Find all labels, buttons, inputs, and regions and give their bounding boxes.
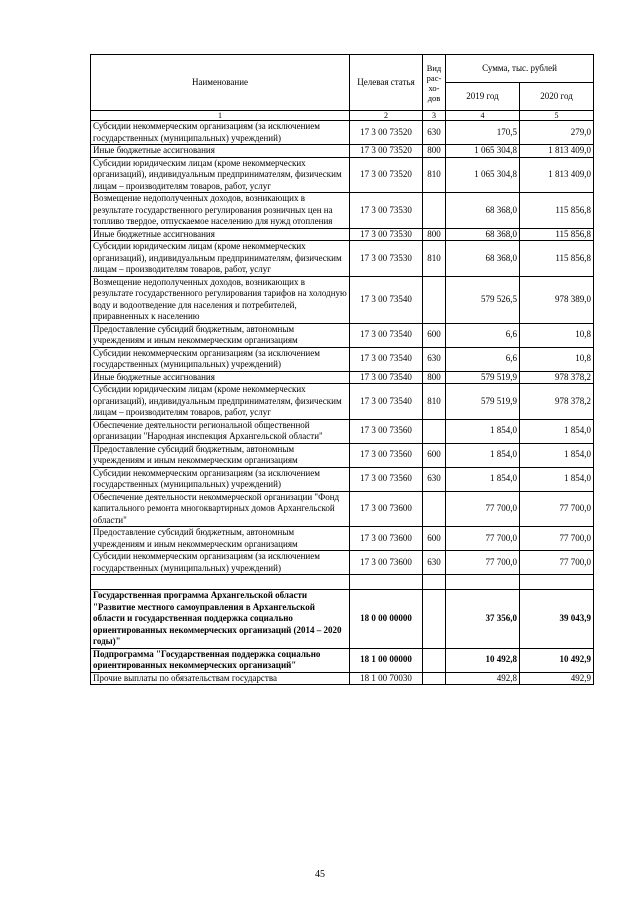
row-expense-type: 600 <box>423 323 446 347</box>
row-name: Иные бюджетные ассигнования <box>91 371 350 384</box>
row-sum-2019: 68 368,0 <box>446 193 520 229</box>
row-sum-2020: 978 378,2 <box>520 384 594 420</box>
table-row <box>91 590 594 649</box>
row-sum-2019: 77 700,0 <box>446 491 520 527</box>
row-sum-2020: 978 389,0 <box>520 276 594 323</box>
row-expense-type: 630 <box>423 121 446 145</box>
row-sum-2020: 1 854,0 <box>520 467 594 491</box>
row-name: Субсидии юридическим лицам (кроме некоммерческих организаций), индивидуальным предпринимателям, физическим лицам – производителям товаров, работ, услуг <box>91 241 350 277</box>
row-sum-2019: 77 700,0 <box>446 527 520 551</box>
row-sum-2019: 1 854,0 <box>446 467 520 491</box>
row-expense-type <box>423 590 446 649</box>
row-sum-2020: 10 492,9 <box>520 648 594 672</box>
header-expense-type: Вид рас-хо-дов <box>423 55 446 111</box>
row-target-article: 17 3 00 73530 <box>350 193 423 229</box>
row-sum-2020: 39 043,9 <box>520 590 594 649</box>
table-row <box>91 419 594 443</box>
table-row <box>91 145 594 158</box>
spacer-cell <box>446 575 520 590</box>
table-header <box>91 55 594 121</box>
row-sum-2020: 279,0 <box>520 121 594 145</box>
row-name: Субсидии некоммерческим организациям (за исключением государственных (муниципальных) учреждений) <box>91 121 350 145</box>
page-number: 45 <box>315 869 325 880</box>
spacer-row <box>91 575 594 590</box>
table-row <box>91 527 594 551</box>
budget-table <box>90 54 594 685</box>
row-sum-2019: 68 368,0 <box>446 228 520 241</box>
row-name: Предоставление субсидий бюджетным, автономным учреждениям и иным некоммерческим организациям <box>91 527 350 551</box>
row-expense-type: 810 <box>423 241 446 277</box>
table-row <box>91 241 594 277</box>
row-expense-type: 800 <box>423 371 446 384</box>
row-sum-2019: 77 700,0 <box>446 551 520 575</box>
row-name: Субсидии некоммерческим организациям (за исключением государственных (муниципальных) учреждений) <box>91 551 350 575</box>
row-name: Прочие выплаты по обязательствам государства <box>91 672 350 685</box>
row-sum-2020: 1 813 409,0 <box>520 157 594 193</box>
row-sum-2019: 170,5 <box>446 121 520 145</box>
row-name: Возмещение недополученных доходов, возникающих в результате государственного регулирования тарифов на холодную воду и водоотведение для населения и потребителей, приравненных к населению <box>91 276 350 323</box>
table-row <box>91 193 594 229</box>
row-target-article: 17 3 00 73520 <box>350 145 423 158</box>
row-name: Субсидии некоммерческим организациям (за исключением государственных (муниципальных) учреждений) <box>91 467 350 491</box>
col-number-5: 5 <box>520 111 594 121</box>
spacer-cell <box>350 575 423 590</box>
table-row <box>91 347 594 371</box>
row-sum-2020: 978 378,2 <box>520 371 594 384</box>
row-sum-2020: 115 856,8 <box>520 228 594 241</box>
header-year-2019: 2019 год <box>446 83 520 111</box>
row-expense-type: 600 <box>423 443 446 467</box>
row-name: Субсидии юридическим лицам (кроме некоммерческих организаций), индивидуальным предпринимателям, физическим лицам – производителям товаров, работ, услуг <box>91 157 350 193</box>
table-row <box>91 121 594 145</box>
row-target-article: 17 3 00 73520 <box>350 157 423 193</box>
row-sum-2019: 6,6 <box>446 323 520 347</box>
row-target-article: 18 0 00 00000 <box>350 590 423 649</box>
row-expense-type <box>423 276 446 323</box>
row-name: Возмещение недополученных доходов, возникающих в результате государственного регулирования розничных цен на топливо твердое, отпускаемое населению для нужд отопления <box>91 193 350 229</box>
row-sum-2020: 77 700,0 <box>520 551 594 575</box>
row-name: Обеспечение деятельности некоммерческой организации "Фонд капитального ремонта многоквартирных домов Архангельской области" <box>91 491 350 527</box>
row-expense-type: 800 <box>423 228 446 241</box>
row-target-article: 18 1 00 00000 <box>350 648 423 672</box>
table-row <box>91 491 594 527</box>
row-sum-2020: 77 700,0 <box>520 491 594 527</box>
row-name: Государственная программа Архангельской области "Развитие местного самоуправления в Архангельской области и государственная поддержка социально ориентированных некоммерческих организаций (2014 – 2020 годы)" <box>91 590 350 649</box>
row-expense-type: 630 <box>423 467 446 491</box>
row-sum-2019: 1 854,0 <box>446 443 520 467</box>
spacer-cell <box>520 575 594 590</box>
header-target-article: Целевая статья <box>350 55 423 111</box>
row-sum-2019: 579 519,9 <box>446 384 520 420</box>
table-row <box>91 384 594 420</box>
col-number-2: 2 <box>350 111 423 121</box>
row-target-article: 17 3 00 73600 <box>350 491 423 527</box>
col-number-1: 1 <box>91 111 350 121</box>
col-number-3: 3 <box>423 111 446 121</box>
row-target-article: 17 3 00 73540 <box>350 384 423 420</box>
row-name: Предоставление субсидий бюджетным, автономным учреждениям и иным некоммерческим организациям <box>91 323 350 347</box>
row-sum-2020: 10,8 <box>520 323 594 347</box>
row-expense-type <box>423 419 446 443</box>
row-sum-2019: 6,6 <box>446 347 520 371</box>
row-name: Предоставление субсидий бюджетным, автономным учреждениям и иным некоммерческим организациям <box>91 443 350 467</box>
row-sum-2020: 115 856,8 <box>520 241 594 277</box>
col-number-4: 4 <box>446 111 520 121</box>
row-name: Иные бюджетные ассигнования <box>91 145 350 158</box>
row-target-article: 17 3 00 73600 <box>350 551 423 575</box>
row-target-article: 17 3 00 73560 <box>350 467 423 491</box>
row-target-article: 17 3 00 73540 <box>350 323 423 347</box>
row-name: Подпрограмма "Государственная поддержка социально ориентированных некоммерческих организаций" <box>91 648 350 672</box>
row-name: Иные бюджетные ассигнования <box>91 228 350 241</box>
row-sum-2019: 492,8 <box>446 672 520 685</box>
row-expense-type: 810 <box>423 157 446 193</box>
row-target-article: 17 3 00 73540 <box>350 347 423 371</box>
table-row <box>91 443 594 467</box>
table-row <box>91 276 594 323</box>
row-sum-2020: 492,9 <box>520 672 594 685</box>
row-sum-2019: 1 065 304,8 <box>446 145 520 158</box>
table-row <box>91 672 594 685</box>
row-target-article: 17 3 00 73530 <box>350 241 423 277</box>
row-sum-2020: 77 700,0 <box>520 527 594 551</box>
header-year-2020: 2020 год <box>520 83 594 111</box>
row-sum-2020: 1 854,0 <box>520 419 594 443</box>
table-row <box>91 648 594 672</box>
row-sum-2019: 579 526,5 <box>446 276 520 323</box>
row-expense-type: 800 <box>423 145 446 158</box>
row-name: Обеспечение деятельности региональной общественной организации "Народная инспекция Архангельской области" <box>91 419 350 443</box>
row-sum-2019: 1 065 304,8 <box>446 157 520 193</box>
row-target-article: 17 3 00 73520 <box>350 121 423 145</box>
header-sum: Сумма, тыс. рублей <box>446 55 594 83</box>
table-row <box>91 228 594 241</box>
row-expense-type <box>423 491 446 527</box>
row-target-article: 17 3 00 73540 <box>350 371 423 384</box>
row-sum-2019: 10 492,8 <box>446 648 520 672</box>
table-row <box>91 323 594 347</box>
row-target-article: 17 3 00 73600 <box>350 527 423 551</box>
row-name: Субсидии некоммерческим организациям (за исключением государственных (муниципальных) учреждений) <box>91 347 350 371</box>
row-target-article: 17 3 00 73530 <box>350 228 423 241</box>
row-sum-2019: 579 519,9 <box>446 371 520 384</box>
row-expense-type: 600 <box>423 527 446 551</box>
row-expense-type: 810 <box>423 384 446 420</box>
row-target-article: 17 3 00 73560 <box>350 443 423 467</box>
row-name: Субсидии юридическим лицам (кроме некоммерческих организаций), индивидуальным предпринимателям, физическим лицам – производителям товаров, работ, услуг <box>91 384 350 420</box>
row-sum-2020: 1 854,0 <box>520 443 594 467</box>
row-target-article: 18 1 00 70030 <box>350 672 423 685</box>
table-row <box>91 467 594 491</box>
header-name: Наименование <box>91 55 350 111</box>
row-sum-2019: 68 368,0 <box>446 241 520 277</box>
row-expense-type <box>423 648 446 672</box>
row-target-article: 17 3 00 73540 <box>350 276 423 323</box>
spacer-cell <box>423 575 446 590</box>
row-sum-2019: 1 854,0 <box>446 419 520 443</box>
row-sum-2020: 1 813 409,0 <box>520 145 594 158</box>
row-target-article: 17 3 00 73560 <box>350 419 423 443</box>
spacer-cell <box>91 575 350 590</box>
table-body <box>91 121 594 685</box>
table-row <box>91 371 594 384</box>
row-expense-type <box>423 193 446 229</box>
table-row <box>91 157 594 193</box>
row-sum-2020: 115 856,8 <box>520 193 594 229</box>
row-expense-type: 630 <box>423 347 446 371</box>
row-expense-type: 630 <box>423 551 446 575</box>
row-sum-2020: 10,8 <box>520 347 594 371</box>
table-row <box>91 551 594 575</box>
row-expense-type <box>423 672 446 685</box>
row-sum-2019: 37 356,0 <box>446 590 520 649</box>
